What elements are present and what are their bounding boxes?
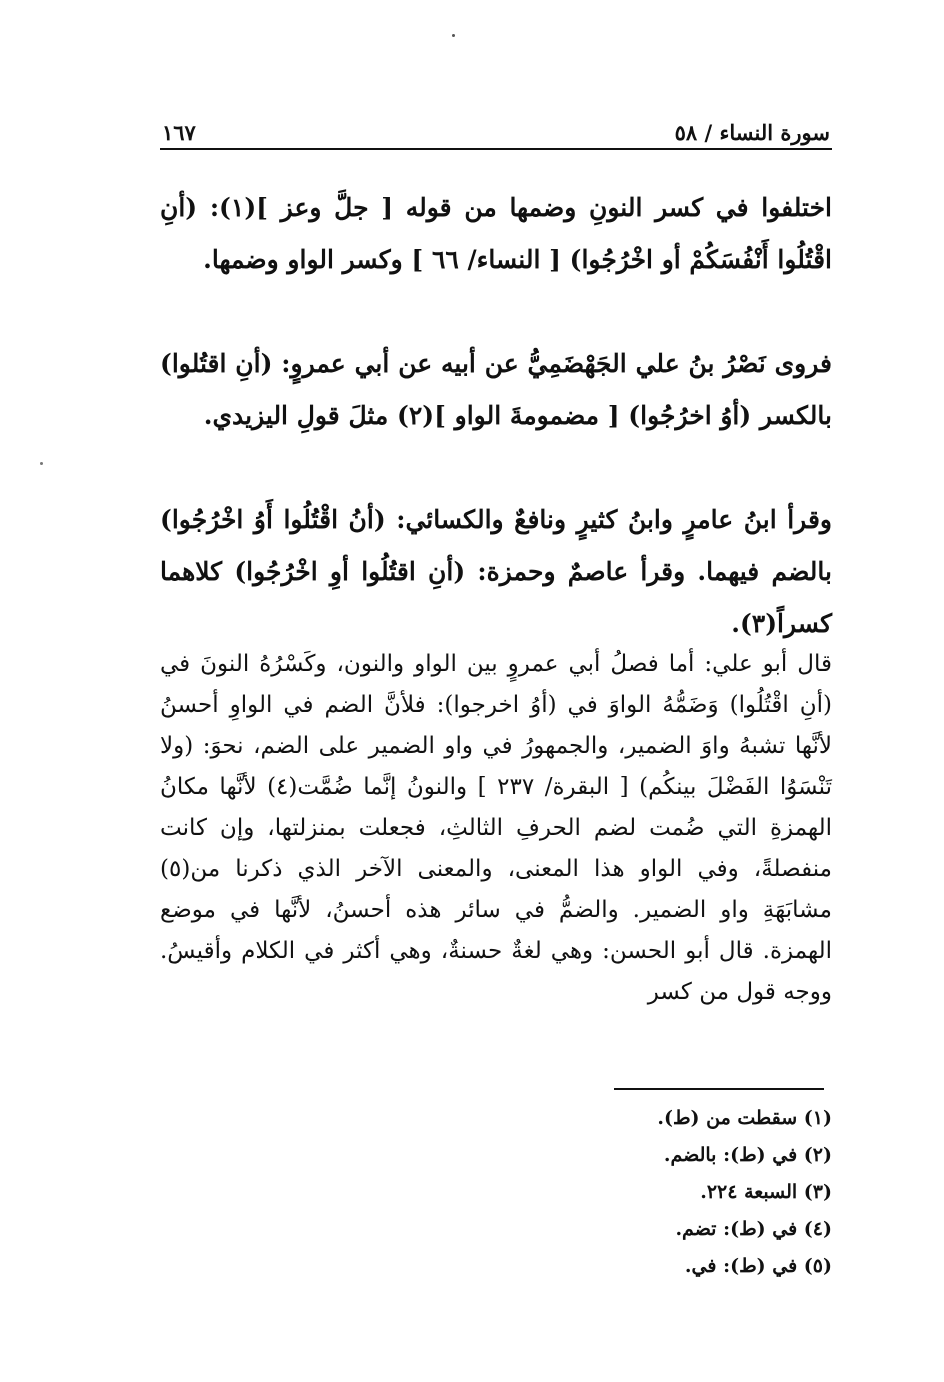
footnote-3: (٣) السبعة ٢٢٤.	[700, 1181, 832, 1203]
paragraph-4: قال أبو علي: أما فصلُ أبي عمروٍ بين الواو والنون، وكَسْرُهُ النونَ في (أنِ اقْتُلُوا) وَضَمُّهُ الواوَ في (أوُ اخرجوا): فلأنَّ الضم في الواوِ أحسنُ لأنَّها تشبهُ واوَ الضمير، والجمهورُ في واو الضمير على الضم، نحوَ: (ولا تَنْسَوُا الفَضْلَ بينكُم) [ البقرة/ ٢٣٧ ] والنونُ إنَّما ضُمَّت(٤) لأنَّها مكانُ الهمزةِ التي ضُمت لضم الحرفِ الثالثِ، فجعلت بمنزلتها، وإن كانت منفصلةً، وفي الواو هذا المعنى، والمعنى الآخر الذي ذكرنا من(٥) مشابَهَةِ واو الضمير. والضمُّ في سائر هذه أحسنُ، لأنَّها في موضع الهمزة. قال أبو الحسن: وهي لغةٌ حسنةٌ، وهي أكثر في الكلام وأقيسُ. ووجه قول من كسر	[160, 651, 832, 1005]
paragraph-2: فروى نَصْرُ بنُ علي الجَهْضَمِيُّ عن أبيه عن أبي عمروٍ: (أنِ اقتُلوا) بالكسر (أوُ اخرُجُوا) [ مضمومةَ الواو ](٢) مثلَ قولِ اليزيدي.	[160, 349, 832, 430]
footnotes-list	[432, 1100, 832, 1285]
footnote-1: (١) سقطت من (ط).	[657, 1107, 832, 1129]
page-number: ١٦٧	[162, 120, 196, 145]
running-header	[160, 118, 832, 150]
surah-heading: سورة النساء / ٥٨	[674, 120, 830, 145]
paragraph-1: اختلفوا في كسر النونِ وضمها من قوله [ جلَّ وعز ](١): (أنِ اقْتُلُوا أَنْفُسَكُمْ أو اخْرُجُوا) [ النساء/ ٦٦ ] وكسر الواو وضمها.	[160, 193, 832, 274]
footnote-2: (٢) في (ط): بالضم.	[663, 1144, 832, 1166]
scan-speck	[40, 462, 43, 465]
scan-speck	[452, 34, 455, 37]
footnote-4: (٤) في (ط): تضم.	[675, 1218, 832, 1240]
footnote-divider	[614, 1088, 824, 1090]
paragraph-3: وقرأ ابنُ عامرٍ وابنُ كثيرٍ ونافعٌ والكسائي: (أنُ اقْتُلُوا أَوُ اخْرُجُوا) بالضم فيهما. وقرأ عاصمٌ وحمزة: (أنِ اقتُلُوا أوِ اخْرُجُوا) كلاهما كسراً(٣).	[160, 505, 832, 638]
footnote-5: (٥) في (ط): في.	[684, 1255, 832, 1277]
